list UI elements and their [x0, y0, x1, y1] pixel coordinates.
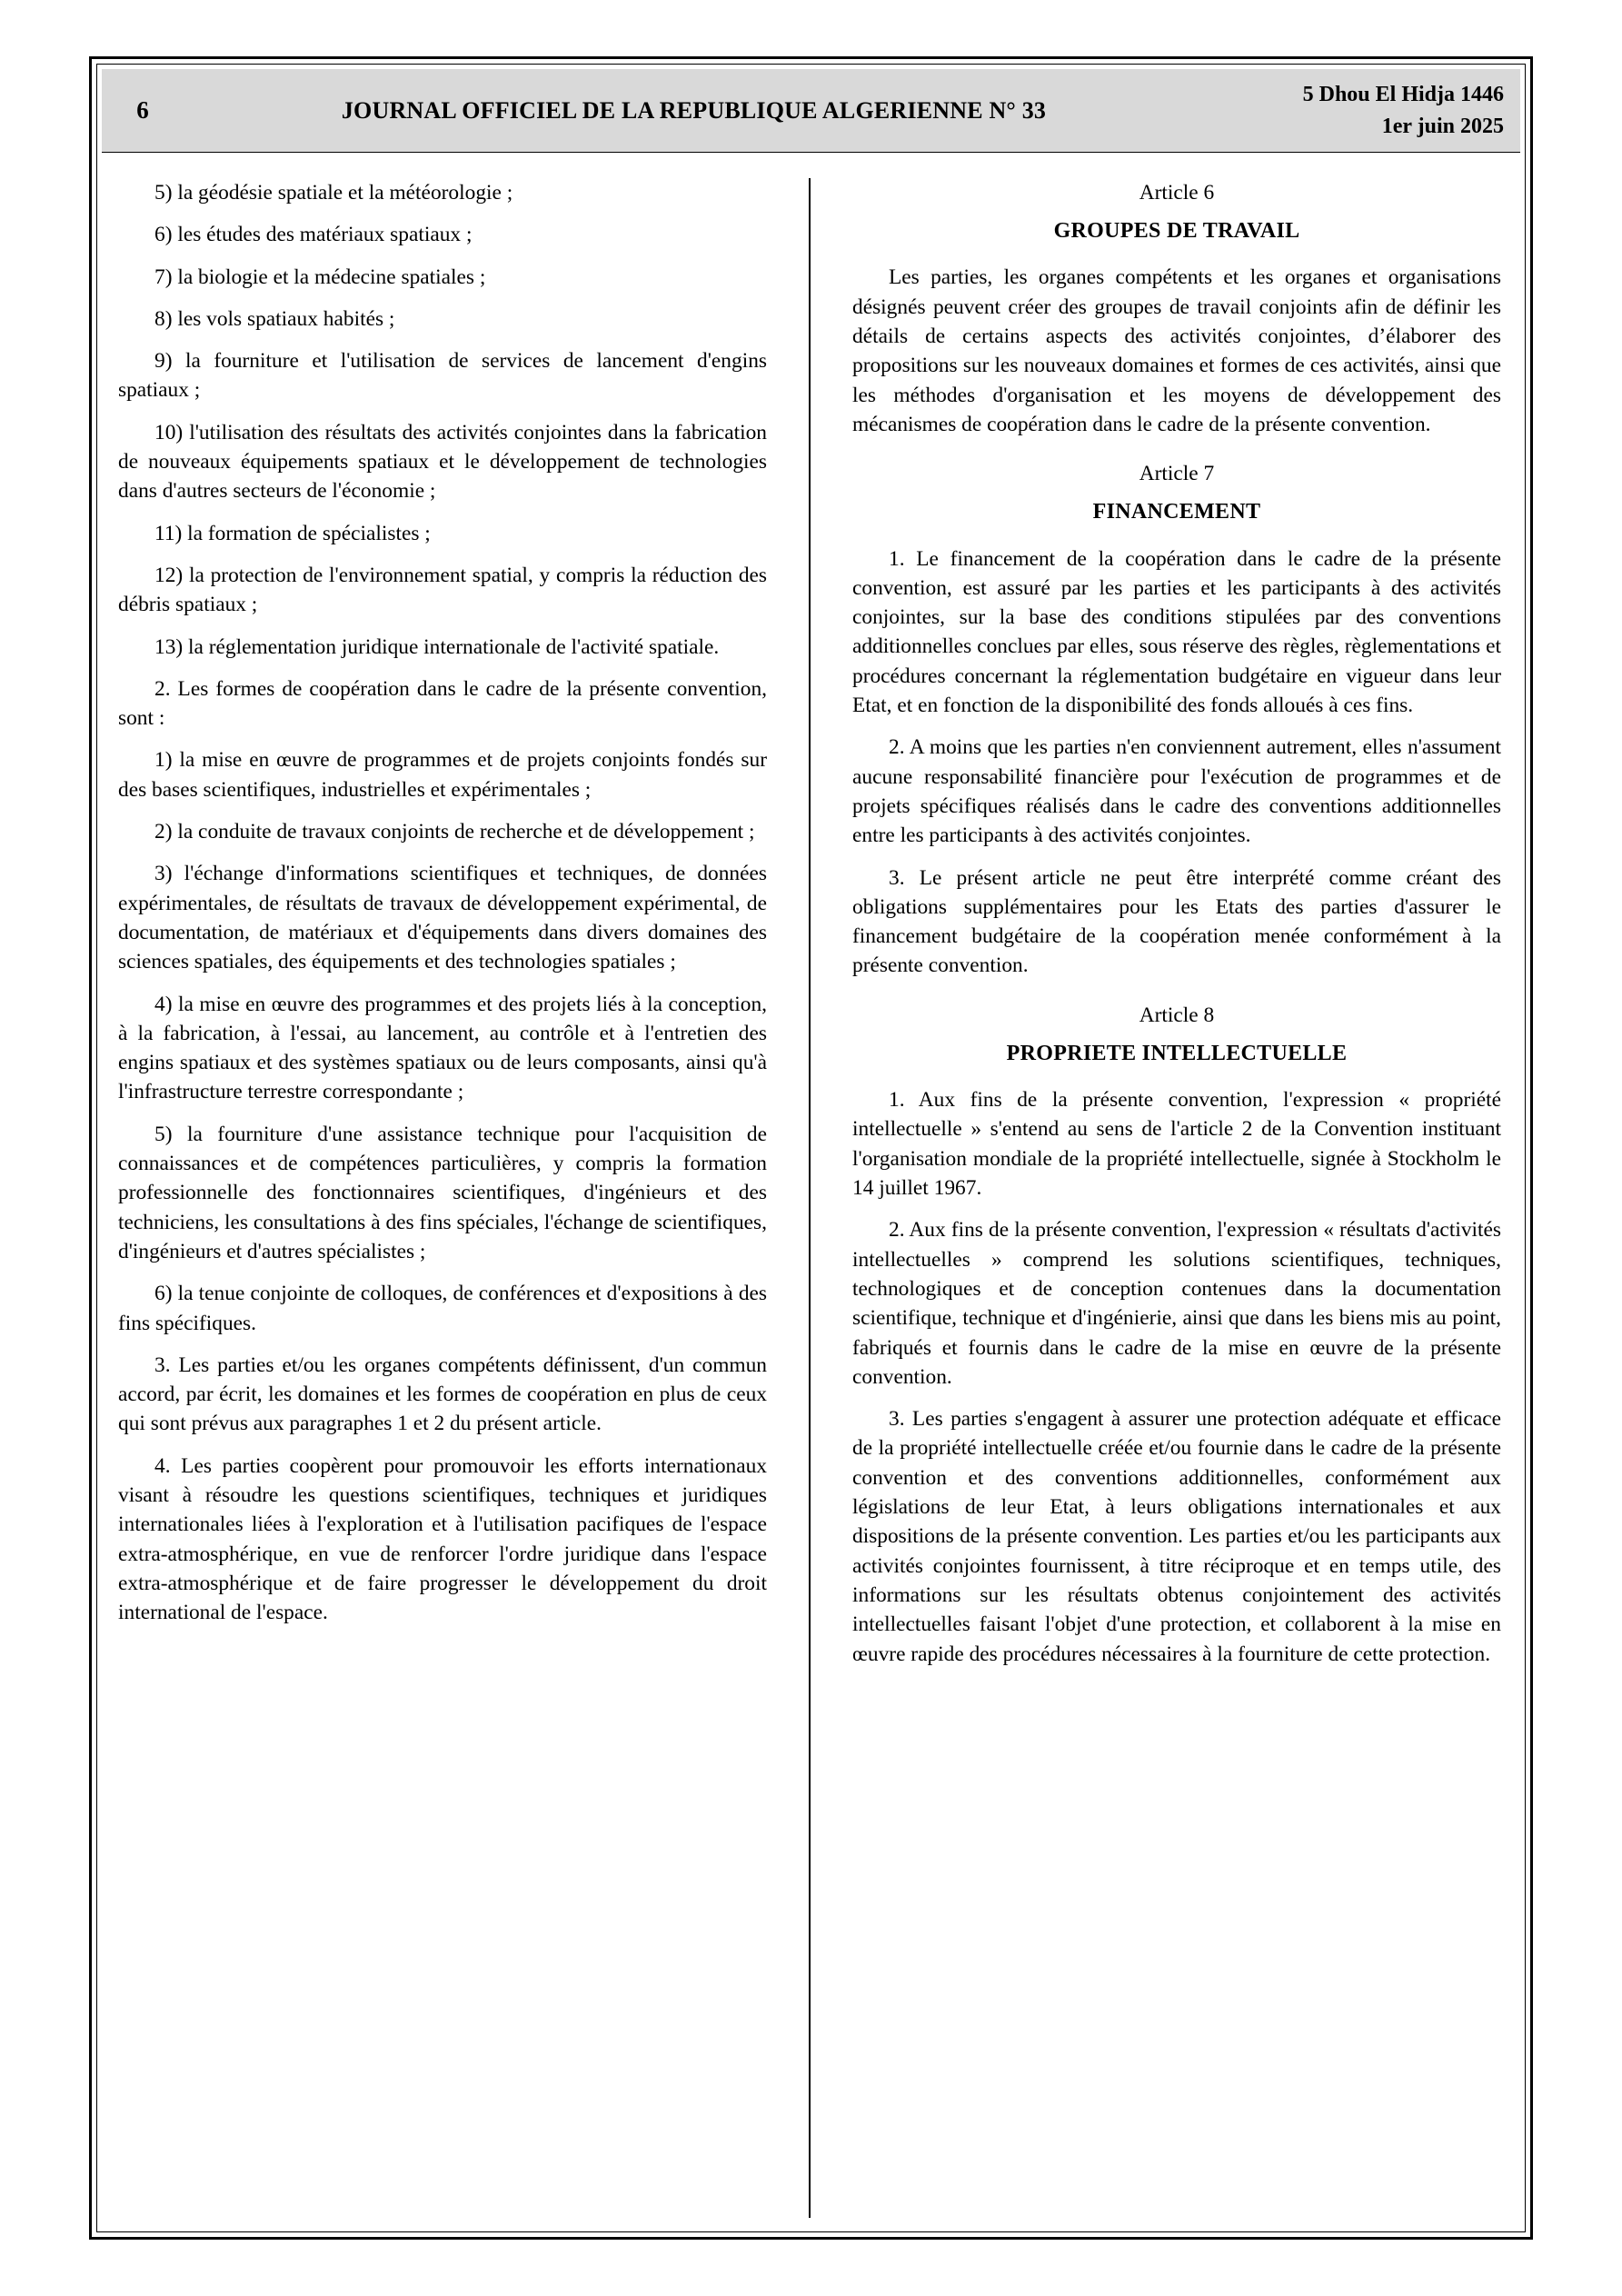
paragraph: 1. Aux fins de la présente convention, l'expression « propriété intellectuelle » s'entend au sens de l'article 2 de la Convention instituant l'organisation mondiale de la propriété intellectuelle, signée à Stockholm le 14 juillet 1967.	[852, 1088, 1501, 1201]
column-divider	[809, 178, 811, 2218]
paragraph: 1) la mise en œuvre de programmes et de projets conjoints fondés sur des bases scientifiques, industrielles et expérimentales ;	[118, 748, 767, 802]
paragraph: 3. Les parties s'engagent à assurer une protection adéquate et efficace de la propriété intellectuelle créée et/ou fournie dans le cadre de la présente convention et des conventions additionnelles, conformément aux législations de leur Etat, à leurs obligations internationales et aux dispositions de la présente convention. Les parties et/ou les participants aux activités conjointes fournissent, à titre réciproque et en temps utile, des informations sur les résultats obtenus conjointement des activités intellectuelles faisant l'objet d'une protection, et collaborent à la mise en œuvre rapide des procédures nécessaires à la fourniture de cette protection.	[852, 1407, 1501, 1666]
paragraph: Les parties, les organes compétents et les organes et organisations désignés peuvent créer des groupes de travail conjoints afin de définir les détails de certains aspects des activités conjointes, d’élaborer des propositions sur les nouveaux domaines et formes de ces activités, ainsi que les méthodes d'organisation et les moyens de développement des mécanismes de coopération dans le cadre de la présente convention.	[852, 265, 1501, 436]
page-header	[102, 69, 1520, 153]
article-title: FINANCEMENT	[1092, 500, 1261, 524]
paragraph: 3. Les parties et/ou les organes compétents définissent, d'un commun accord, par écrit, les domaines et les formes de coopération en plus de ceux qui sont prévus aux paragraphes 1 et 2 du présent article.	[118, 1353, 767, 1436]
paragraph: 5) la fourniture d'une assistance technique pour l'acquisition de connaissances et de compétences particulières, y compris la formation professionnelle des fonctionnaires scientifiques, d'ingénieurs et des techniciens, les consultations à des fins spéciales, l'échange de scientifiques, d'ingénieurs et d'autres spécialistes ;	[118, 1122, 767, 1263]
paragraph: 9) la fourniture et l'utilisation de services de lancement d'engins spatiaux ;	[118, 349, 767, 403]
article-number: Article 7	[1139, 462, 1215, 486]
paragraph: 8) les vols spatiaux habités ;	[154, 306, 395, 331]
page-number: 6	[136, 96, 149, 124]
paragraph: 7) la biologie et la médecine spatiales ;	[154, 265, 486, 289]
paragraph: 5) la géodésie spatiale et la météorologie ;	[154, 181, 513, 205]
paragraph: 13) la réglementation juridique internationale de l'activité spatiale.	[154, 634, 720, 659]
paragraph: 2. Aux fins de la présente convention, l'expression « résultats d'activités intellectuelles » comprend les solutions scientifiques, techniques, technologiques et de conception contenues dans la documentation scientifique, technique et d'ingénierie, ainsi que dans les biens mis au point, fabriqués et fournis dans le cadre de la mise en œuvre de la présente convention.	[852, 1218, 1501, 1389]
article-title: PROPRIETE INTELLECTUELLE	[1006, 1042, 1348, 1066]
paragraph: 12) la protection de l'environnement spatial, y compris la réduction des débris spatiaux ;	[118, 563, 767, 617]
paragraph: 3. Le présent article ne peut être interprété comme créant des obligations supplémentaires pour les Etats des parties d'assurer le financement budgétaire de la coopération menée conformément à la présente convention.	[852, 865, 1501, 978]
paragraph: 4) la mise en œuvre des programmes et des projets liés à la conception, à la fabrication, à l'essai, au lancement, au contrôle et à l'entretien des engins spatiaux et des systèmes spatiaux ou de leurs composants, ainsi qu'à l'infrastructure terrestre correspondante ;	[118, 992, 767, 1104]
right-column	[829, 178, 1501, 2218]
paragraph: 2) la conduite de travaux conjoints de recherche et de développement ;	[154, 820, 755, 844]
journal-title: JOURNAL OFFICIEL DE LA REPUBLIQUE ALGERIENNE N° 33	[341, 96, 1047, 124]
page-content	[118, 178, 1504, 2218]
paragraph: 3) l'échange d'informations scientifiques et techniques, de données expérimentales, de résultats de travaux de développement expérimental, de documentation, de matériaux et d'équipements dans divers domaines des sciences spatiales, des équipements et des technologies spatiales ;	[118, 862, 767, 974]
article-title: GROUPES DE TRAVAIL	[1053, 219, 1300, 244]
paragraph: 2. Les formes de coopération dans le cadre de la présente convention, sont :	[118, 676, 767, 731]
header-dates	[1204, 79, 1520, 143]
paragraph: 1. Le financement de la coopération dans le cadre de la présente convention, est assuré par les parties et les participants à des activités conjointes, sur la base des conditions stipulées par des conventions additionnelles conclues par elles, sous réserve des règles, règlementations et procédures concernant la réglementation budgétaire en vigueur dans leur Etat, et en fonction de la disponibilité des fonds alloués à ces fins.	[852, 546, 1501, 718]
paragraph: 2. A moins que les parties n'en conviennent autrement, elles n'assument aucune responsabilité financière pour l'exécution de programmes et de projets spécifiques réalisés dans le cadre des conventions additionnelles entre les participants à des activités conjointes.	[852, 735, 1501, 848]
article-number: Article 6	[1139, 181, 1215, 205]
paragraph: 6) les études des matériaux spatiaux ;	[154, 223, 473, 247]
paragraph: 11) la formation de spécialistes ;	[154, 521, 431, 545]
hijri-date: 5 Dhou El Hidja 1446	[1302, 82, 1504, 106]
gregorian-date: 1er juin 2025	[1381, 114, 1504, 138]
paragraph: 4. Les parties coopèrent pour promouvoir les efforts internationaux visant à résoudre les questions scientifiques, techniques et juridiques internationales liées à l'exploration et à l'utilisation pacifiques de l'espace extra-atmosphérique, en vue de renforcer l'ordre juridique dans l'espace extra-atmosphérique et de faire progresser le développement du droit international de l'espace.	[118, 1453, 767, 1625]
left-column	[118, 178, 791, 2218]
article-number: Article 8	[1139, 1003, 1215, 1027]
paragraph: 6) la tenue conjointe de colloques, de conférences et d'expositions à des fins spécifiques.	[118, 1282, 767, 1335]
paragraph: 10) l'utilisation des résultats des activités conjointes dans la fabrication de nouveaux équipements spatiaux et le développement de technologies dans d'autres secteurs de l'économie ;	[118, 420, 767, 504]
